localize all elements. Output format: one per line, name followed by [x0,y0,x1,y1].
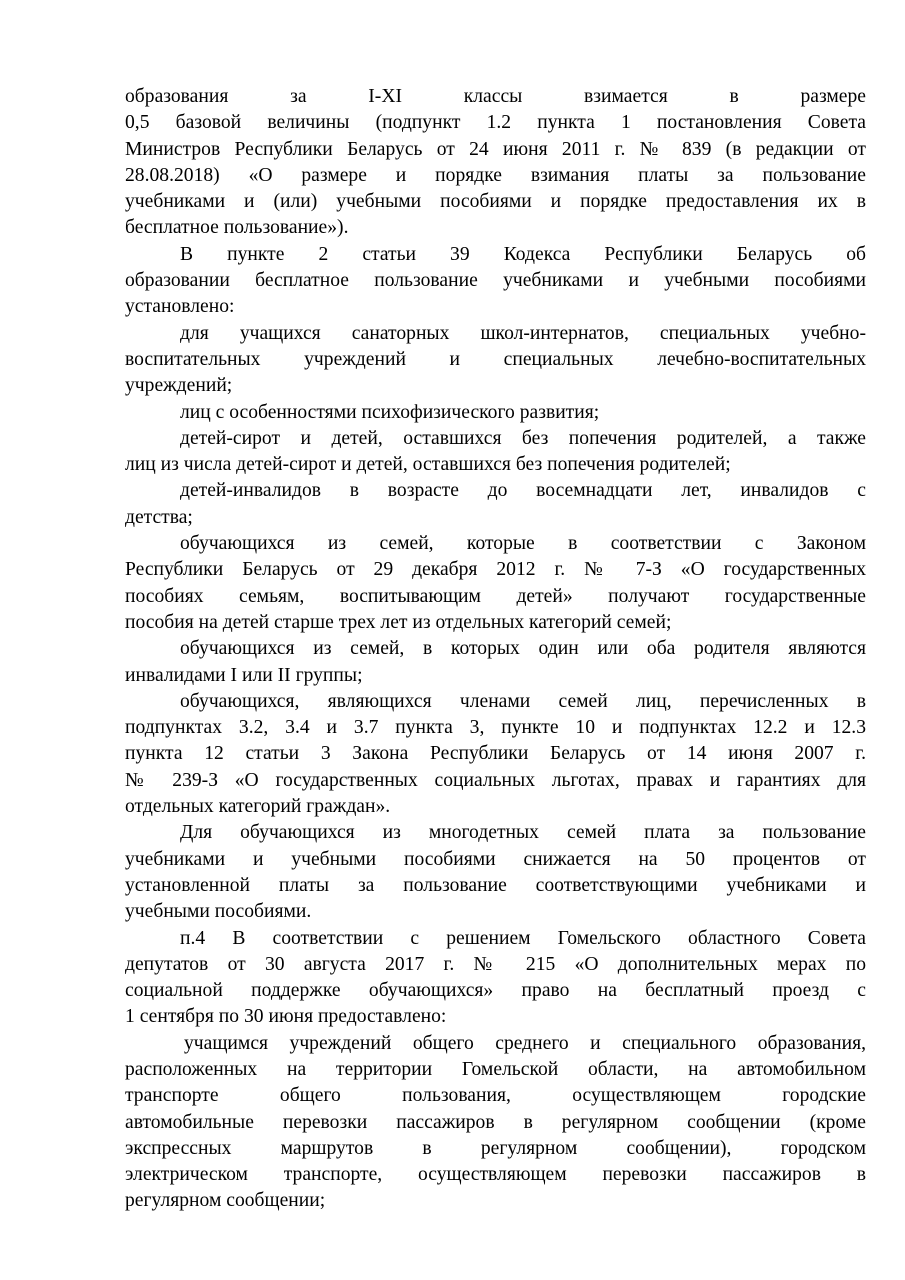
text-line: Республики Беларусь от 29 декабря 2012 г. № 7-З «О государственных [125,559,866,581]
text-line: бесплатное пользование»). [125,217,349,239]
text-line: социальной поддержке обучающихся» право на бесплатный проезд с [125,980,866,1002]
text-line: образования за I-XI классы взимается в размере [125,86,866,107]
text-line: воспитательных учреждений и специальных лечебно-воспитательных [125,348,866,370]
text-line: депутатов от 30 августа 2017 г. № 215 «О дополнительных мерах по [125,953,866,975]
text-line: 28.08.2018) «О размере и порядке взимания платы за пользование [125,164,866,186]
paragraph [125,242,866,321]
paragraph [125,820,866,925]
text-line: электрическом транспорте, осуществляющем перевозки пассажиров в [125,1164,866,1186]
text-line: обучающихся из семей, которые в соответствии с Законом [180,533,866,555]
text-line: регулярном сообщении; [125,1190,326,1212]
paragraph [125,426,866,479]
text-line: подпунктах 3.2, 3.4 и 3.7 пункта 3, пункте 10 и подпунктах 12.2 и 12.3 [125,717,866,739]
paragraph [125,478,866,531]
text-line: детей-инвалидов в возрасте до восемнадцати лет, инвалидов с [180,480,866,502]
text-line: учебниками и (или) учебными пособиями и порядке предоставления их в [125,191,866,213]
text-line: обучающихся, являющихся членами семей лиц, перечисленных в [180,690,866,712]
paragraph [125,1031,866,1215]
text-line: № 239-З «О государственных социальных льготах, правах и гарантиях для [125,769,866,791]
text-line: детства; [125,506,193,528]
text-line: экспрессных маршрутов в регулярном сообщении), городском [125,1137,866,1159]
text-line: пособия на детей старше трех лет из отдельных категорий семей; [125,611,672,633]
text-line: расположенных на территории Гомельской области, на автомобильном [125,1058,866,1080]
text-line: инвалидами I или II группы; [125,664,363,686]
paragraph [125,84,866,242]
text-line: Для обучающихся из многодетных семей плата за пользование [180,822,866,844]
text-line: В пункте 2 статьи 39 Кодекса Республики Беларусь об [180,243,866,265]
text-line: учащимся учреждений общего среднего и специального образования, [184,1032,866,1054]
text-line: лиц с особенностями психофизического развития; [180,401,600,423]
text-line: образовании бесплатное пользование учебниками и учебными пособиями [125,270,866,292]
paragraph [125,321,866,400]
text-line: п.4 В соответствии с решением Гомельского областного Совета [180,927,866,949]
text-line: пункта 12 статьи 3 Закона Республики Беларусь от 14 июня 2007 г. [125,743,866,765]
text-line: Министров Республики Беларусь от 24 июня 2011 г. № 839 (в редакции от [125,138,866,160]
document-page [125,84,866,1215]
paragraph [125,531,866,636]
paragraph [125,926,866,1031]
paragraph [125,400,866,426]
text-line: учебными пособиями. [125,901,312,923]
paragraph [125,636,866,689]
text-line: для учащихся санаторных школ-интернатов, специальных учебно- [180,322,866,344]
text-line: 0,5 базовой величины (подпункт 1.2 пункта 1 постановления Совета [125,112,866,134]
text-line: лиц из числа детей-сирот и детей, оставшихся без попечения родителей; [125,454,731,476]
text-line: транспорте общего пользования, осуществляющем городские [125,1085,866,1107]
text-line: учебниками и учебными пособиями снижается на 50 процентов от [125,848,866,870]
text-line: установленной платы за пользование соответствующими учебниками и [125,874,866,896]
text-line: автомобильные перевозки пассажиров в регулярном сообщении (кроме [125,1111,866,1133]
text-line: детей-сирот и детей, оставшихся без попечения родителей, а также [180,427,866,449]
text-line: установлено: [125,296,235,318]
text-line: отдельных категорий граждан». [125,796,391,818]
text-line: 1 сентября по 30 июня предоставлено: [125,1006,447,1028]
text-line: пособиях семьям, воспитывающим детей» получают государственные [125,585,866,607]
text-line: обучающихся из семей, в которых один или оба родителя являются [180,638,866,660]
text-line: учреждений; [125,375,233,397]
paragraph [125,689,866,820]
